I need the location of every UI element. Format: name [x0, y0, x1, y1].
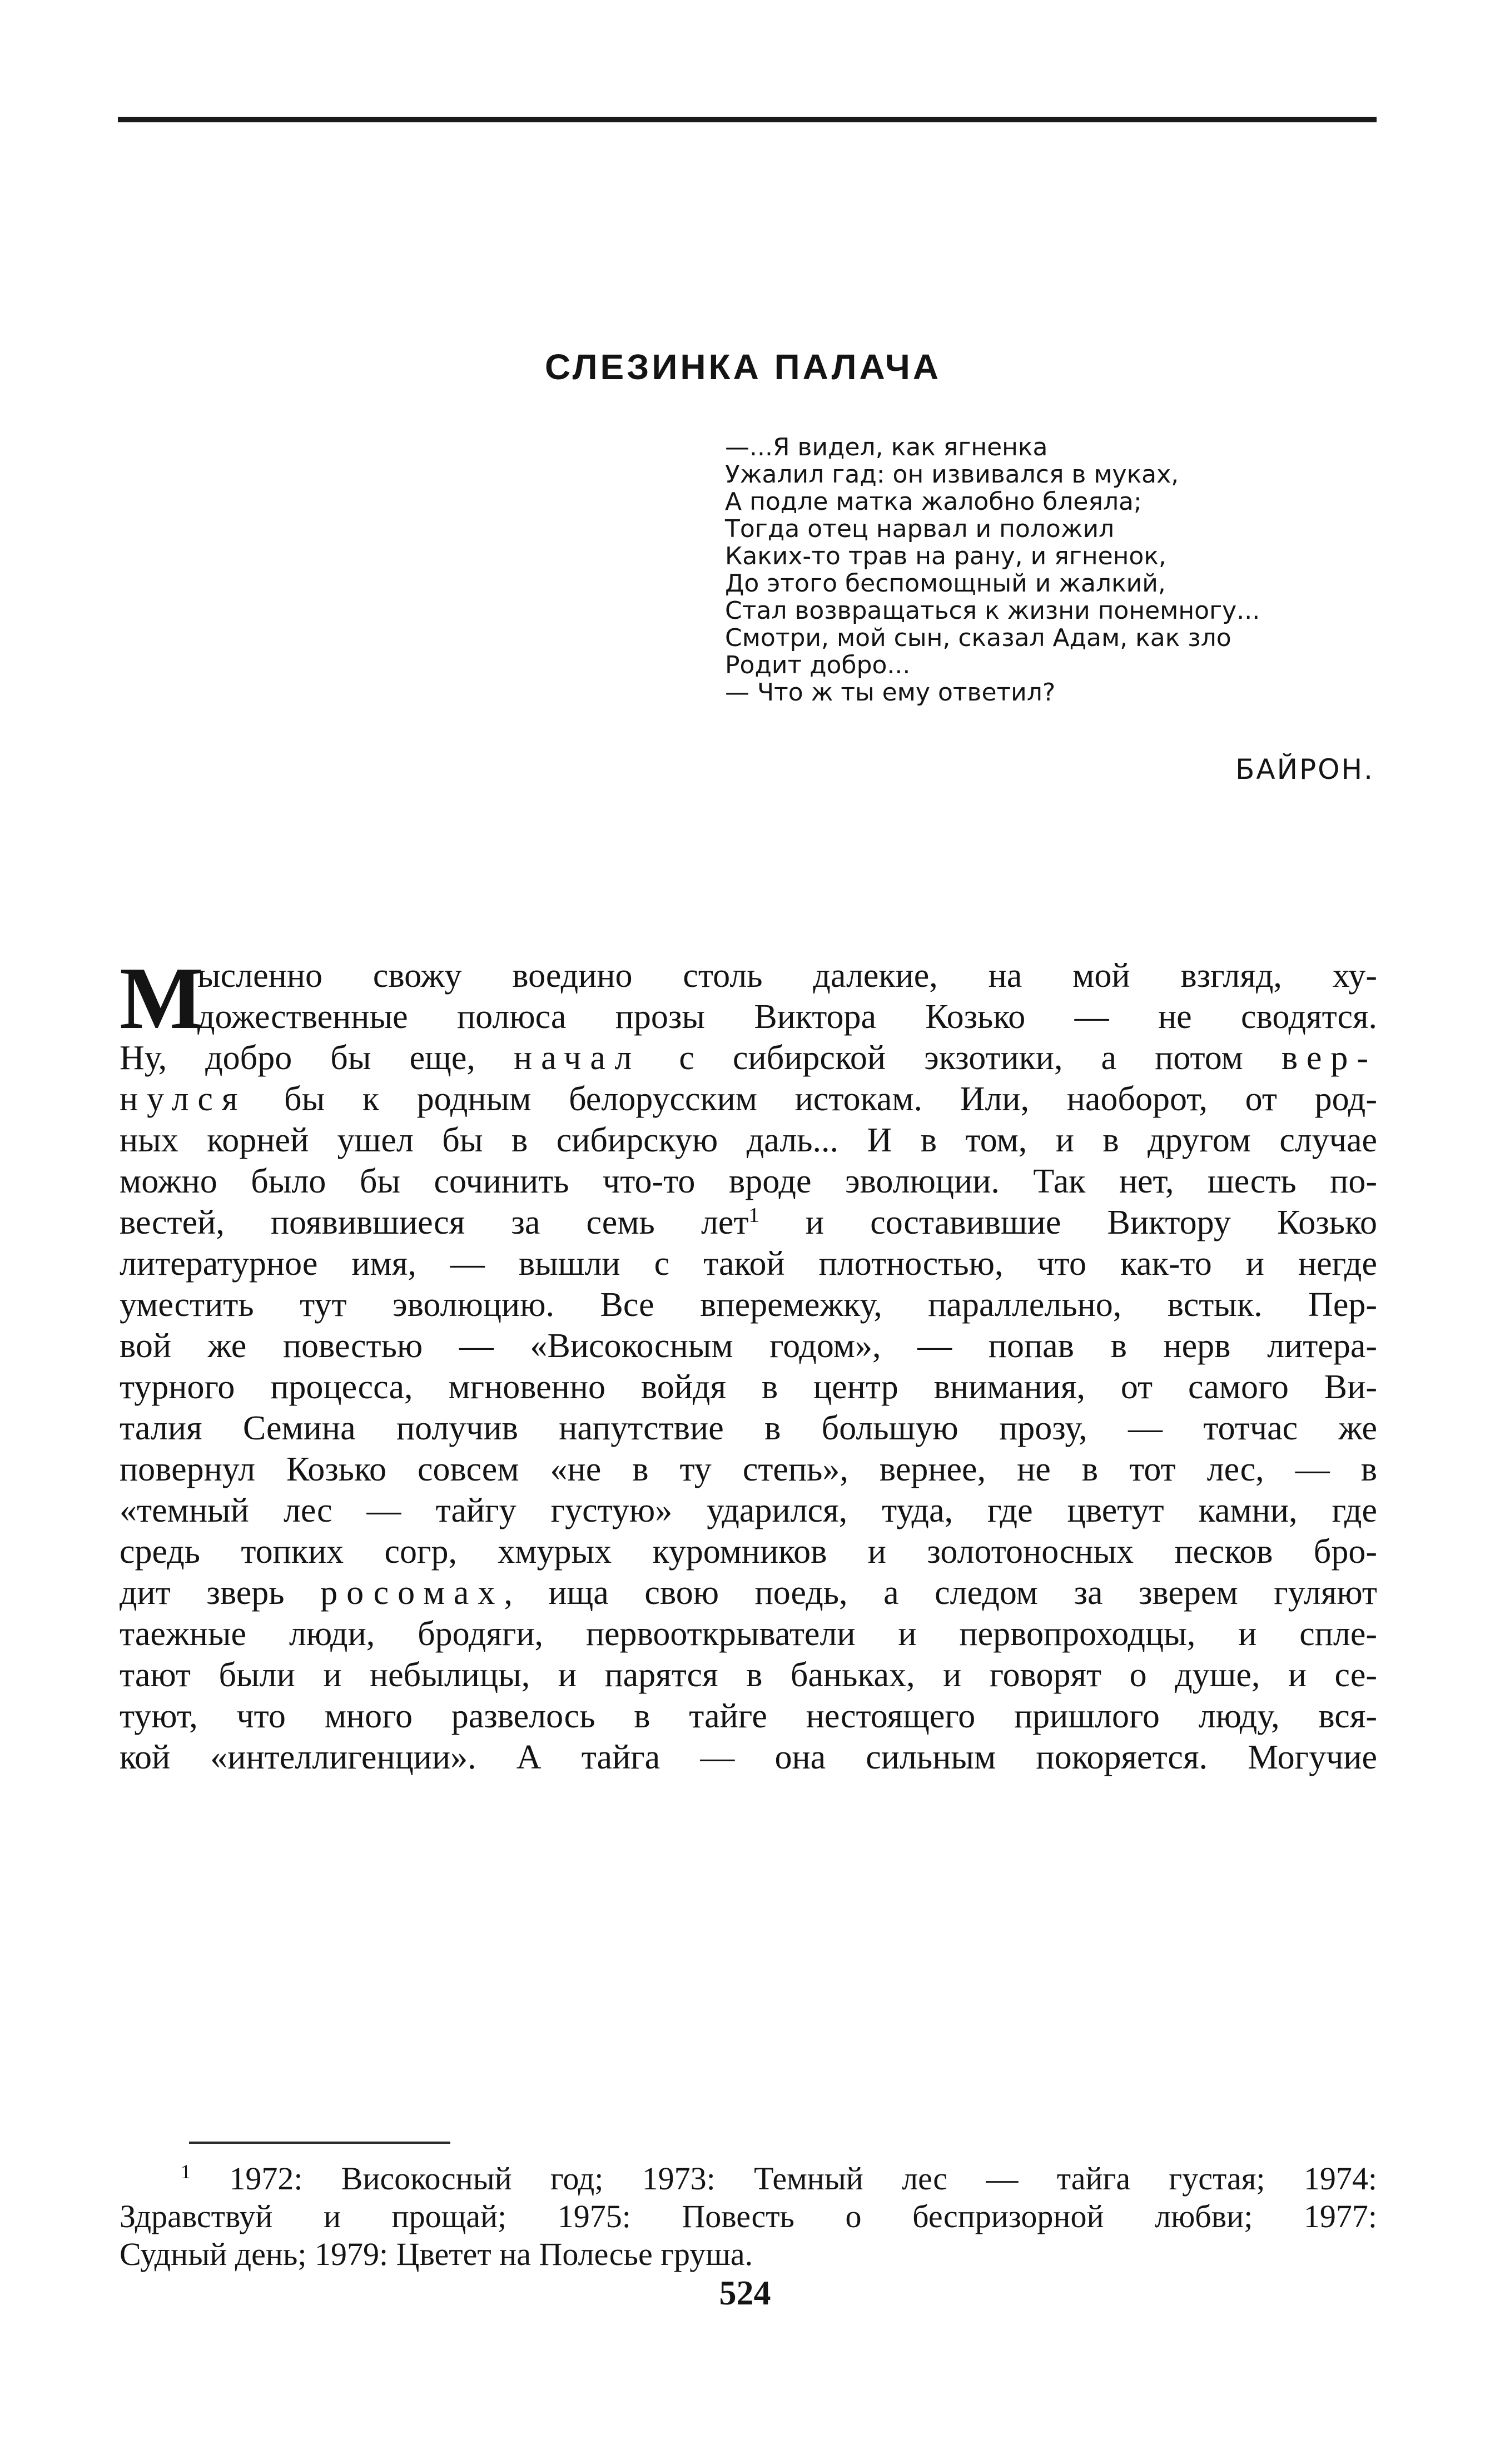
text-fragment: и составившие Виктору Козько: [759, 1204, 1377, 1241]
text-line: тают были и небылицы, и парятся в баньках, и говорят о душе, и се-: [120, 1656, 1377, 1694]
text-line: повернул Козько совсем «не в ту степь», вернее, не в тот лес, — в: [120, 1450, 1377, 1488]
text-line: [120, 1202, 1377, 1243]
top-rule: [118, 117, 1377, 122]
text-line: таежные люди, бродяги, первооткрыватели и первопроходцы, и спле-: [120, 1615, 1377, 1653]
text-line: литературное имя, — вышли с такой плотностью, что как-то и негде: [120, 1245, 1377, 1283]
epigraph-line: Родит добро...: [725, 651, 911, 679]
footnote-mark: 1: [181, 2160, 191, 2183]
text-line: [120, 1037, 1377, 1079]
text-line: средь топких согр, хмурых куромников и золотоносных песков бро-: [120, 1533, 1377, 1571]
chapter-title: СЛЕЗИНКА ПАЛАЧА: [545, 347, 942, 387]
epigraph-line: А подле матка жалобно блеяла;: [725, 488, 1142, 516]
text-line: дожественные полюса прозы Виктора Козько — не сводятся.: [197, 998, 1377, 1036]
text-fragment: бы к родным белорусским истокам. Или, наоборот, от род-: [246, 1080, 1377, 1118]
text-fragment: , ища свою поедь, а следом за зверем гуляют: [504, 1574, 1377, 1612]
epigraph-line: Ужалил гад: он извивался в муках,: [725, 460, 1179, 489]
text-fragment: 1972: Високосный год; 1973: Темный лес — тайга густая; 1974:: [190, 2160, 1377, 2197]
footnote-rule: [189, 2142, 450, 2144]
footnote: [120, 2160, 1377, 2273]
epigraph-line: Тогда отец нарвал и положил: [725, 515, 1115, 543]
epigraph-line: —...Я видел, как ягненка: [725, 433, 1048, 461]
spaced-word: росомах: [320, 1574, 504, 1612]
page-number: 524: [719, 2274, 771, 2312]
text-fragment: дит зверь: [120, 1574, 321, 1612]
text-line: можно было бы сочинить что-то вроде эволюции. Так нет, шесть по-: [120, 1163, 1377, 1200]
footnote-mark: 1: [748, 1203, 759, 1227]
epigraph-line: До этого беспомощный и жалкий,: [725, 569, 1166, 598]
text-line: кой «интеллигенции». А тайга — она сильным покоряется. Могучие: [120, 1738, 1377, 1776]
epigraph-line: — Что ж ты ему ответил?: [725, 678, 1056, 707]
footnote-line: Здравствуй и прощай; 1975: Повесть о беспризорной любви; 1977:: [120, 2198, 1377, 2234]
text-line: ных корней ушел бы в сибирскую даль... И в том, и в другом случае: [120, 1121, 1377, 1159]
epigraph-line: Каких-то трав на рану, и ягненок,: [725, 542, 1166, 570]
text-line: [120, 1572, 1377, 1613]
spaced-word: начал: [513, 1039, 641, 1077]
text-fragment: с сибирской экзотики, а потом: [679, 1039, 1282, 1077]
body-text: [120, 948, 1377, 1778]
drop-cap: М: [120, 948, 204, 1047]
footnote-line: [120, 2160, 1377, 2198]
footnote-line: Судный день; 1979: Цветет на Полесье груша.: [120, 2236, 753, 2272]
spaced-word: нулся: [120, 1080, 247, 1118]
text-fragment: Ну, добро бы еще,: [120, 1039, 514, 1077]
text-line: вой же повестью — «Високосным годом», — попав в нерв литера-: [120, 1327, 1377, 1365]
epigraph-line: Стал возвращаться к жизни понемногу...: [725, 597, 1260, 625]
text-fragment: вестей, появившиеся за семь лет: [120, 1204, 749, 1241]
text-line: «темный лес — тайгу густую» ударился, туда, где цветут камни, где: [120, 1492, 1377, 1529]
epigraph-author: БАЙРОН.: [1235, 753, 1374, 786]
text-line: ысленно свожу воедино столь далекие, на мой взгляд, ху-: [197, 957, 1377, 995]
text-line: туют, что много развелось в тайге нестоящего пришлого люду, вся-: [120, 1697, 1377, 1735]
spaced-word: вер-: [1281, 1039, 1377, 1077]
text-line: [120, 1079, 1377, 1120]
text-line: талия Семина получив напутствие в большую прозу, — тотчас же: [120, 1409, 1377, 1447]
epigraph-line: Смотри, мой сын, сказал Адам, как зло: [725, 624, 1231, 652]
text-line: турного процесса, мгновенно войдя в центр внимания, от самого Ви-: [120, 1368, 1377, 1406]
text-line: уместить тут эволюцию. Все вперемежку, параллельно, встык. Пер-: [120, 1286, 1377, 1324]
epigraph: [725, 434, 1381, 706]
